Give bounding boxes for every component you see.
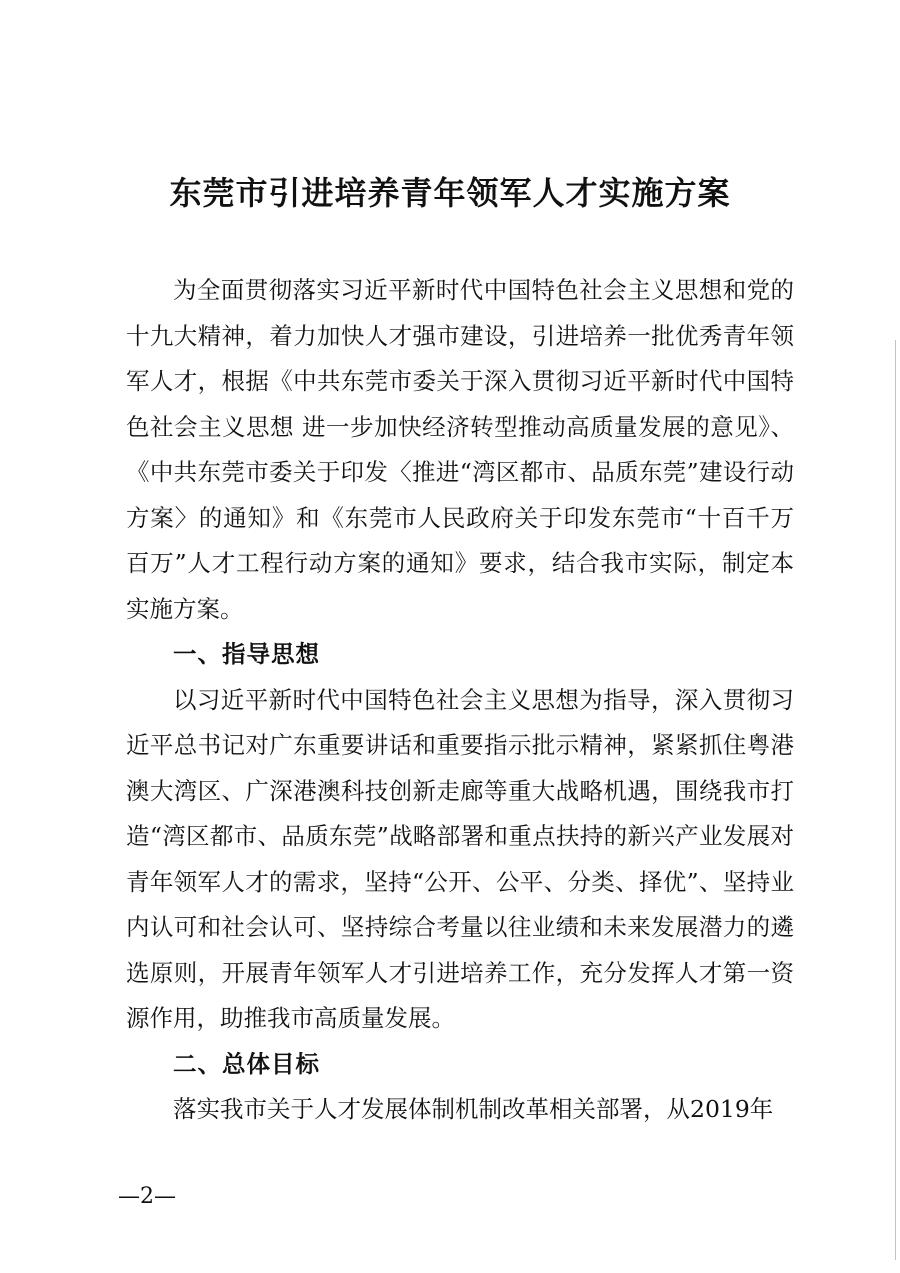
scan-edge-line bbox=[895, 340, 896, 1260]
section-1-paragraph: 以习近平新时代中国特色社会主义思想为指导，深入贯彻习近平总书记对广东重要讲话和重要指示批示精神，紧紧抓住粤港澳大湾区、广深港澳科技创新走廊等重大战略机遇，围绕我市打造“湾区都市、品质东莞”战略部署和重点扶持的新兴产业发展对青年领军人才的需求，坚持“公开、公平、分类、择优”、坚持业内认可和社会认可、坚持综合考量以往业绩和未来发展潜力的遴选原则，开展青年领军人才引进培养工作，充分发挥人才第一资源作用，助推我市高质量发展。 bbox=[126, 685, 794, 1032]
intro-paragraph: 为全面贯彻落实习近平新时代中国特色社会主义思想和党的十九大精神，着力加快人才强市建设，引进培养一批优秀青年领军人才，根据《中共东莞市委关于深入贯彻习近平新时代中国特色社会主义思想 进一步加快经济转型推动高质量发展的意见》、《中共东莞市委关于印发〈推进“湾区都市、品质东莞”建设行动方案〉的通知》和《东莞市人民政府关于印发东莞市“十百千万百万”人才工程行动方案的通知》要求，结合我市实际，制定本实施方案。 bbox=[126, 276, 794, 623]
section-2-paragraph: 落实我市关于人才发展体制机制改革相关部署，从2019年 bbox=[173, 1095, 774, 1123]
document-title: 东莞市引进培养青年领军人才实施方案 bbox=[169, 174, 731, 212]
section-1-heading: 一、指导思想 bbox=[173, 640, 320, 668]
document-body bbox=[126, 268, 794, 1133]
section-2-heading: 二、总体目标 bbox=[173, 1049, 320, 1078]
page-number: —2— bbox=[118, 1184, 176, 1209]
